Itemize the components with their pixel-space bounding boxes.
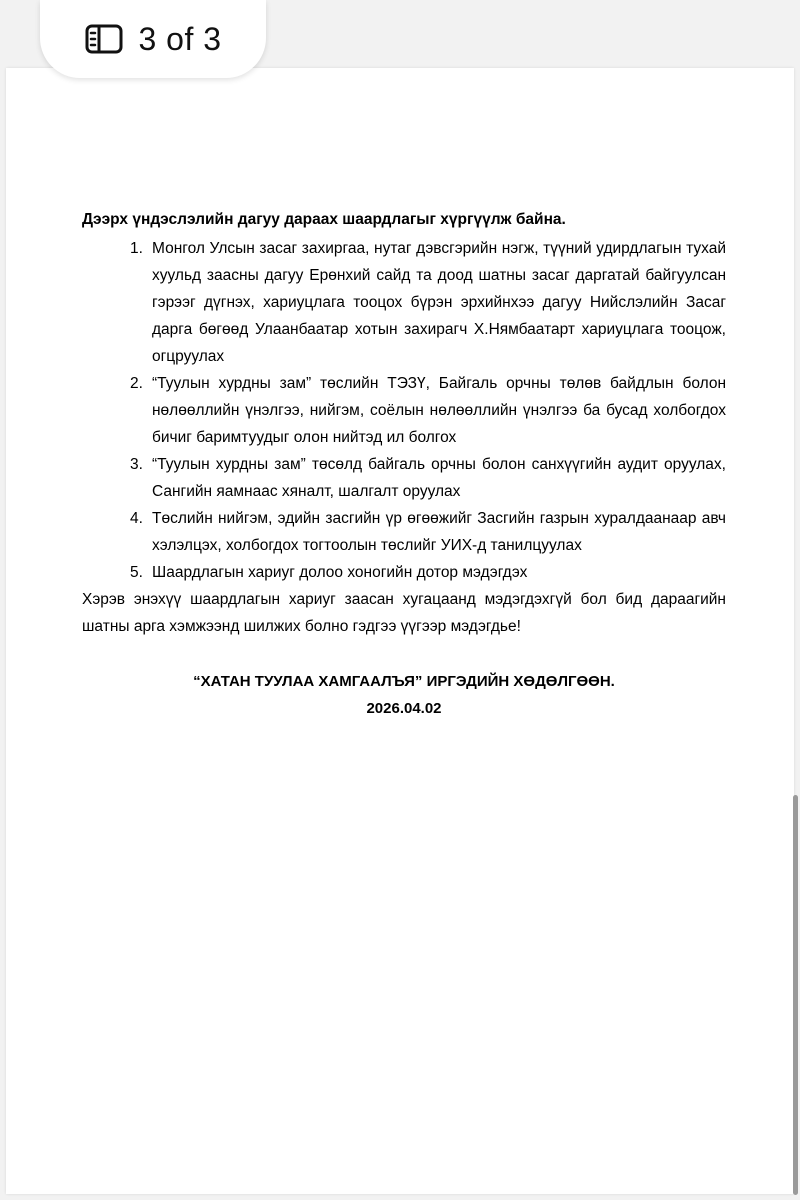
list-item-text: Төслийн нийгэм, эдийн засгийн үр өгөөжийг Засгийн газрын хуралдаанаар авч хэлэлцэх, холбогдох тогтоолын төслийг УИХ-д танилцуулах xyxy=(152,510,726,554)
sidebar-toggle-icon xyxy=(84,23,124,55)
list-item xyxy=(82,370,726,451)
list-item-text: Шаардлагын хариуг долоо хоногийн дотор мэдэгдэх xyxy=(152,564,528,581)
page-indicator-button[interactable] xyxy=(40,0,266,78)
list-item xyxy=(82,235,726,370)
closing-text: Хэрэв энэхүү шаардлагын хариуг заасан хугацаанд мэдэгдэхгүй бол бид дараагийн шатны арга хэмжээнд шилжих болно гэдгээ үүгээр мэдэгдье! xyxy=(82,591,726,635)
document-page xyxy=(6,68,794,1194)
list-item-text: Монгол Улсын засаг захиргаа, нутаг дэвсгэрийн нэгж, түүний удирдлагын тухай хуульд заасны дагуу Ерөнхий сайд та доод шатны засаг даргатай байгуулсан гэрээг дүгнэх, хариуцлага тооцох бүрэн эрхийнхээ дагуу Нийслэлийн Засаг дарга бөгөөд Улаанбаатар хотын захирагч Х.Нямбаатарт хариуцлага тооцож, огцруулах xyxy=(152,240,726,365)
intro-text: Дээрх үндэслэлийн дагуу дараах шаардлагыг хүргүүлж байна. xyxy=(82,211,566,228)
list-item-text: “Туулын хурдны зам” төсөлд байгаль орчны болон санхүүгийн аудит оруулах, Сангийн яамнаас хяналт, шалгалт оруулах xyxy=(152,456,726,500)
list-item-number: 4. xyxy=(130,510,143,527)
list-item xyxy=(82,451,726,505)
list-item-number: 5. xyxy=(130,564,143,581)
page-indicator-label: 3 of 3 xyxy=(138,20,222,57)
signature-block xyxy=(82,668,726,722)
list-item xyxy=(82,505,726,559)
list-item-number: 3. xyxy=(130,456,143,473)
list-item xyxy=(82,559,726,586)
signature-date: 2026.04.02 xyxy=(366,700,442,717)
signature-organization: “ХАТАН ТУУЛАА ХАМГААЛЪЯ” ИРГЭДИЙН ХӨДӨЛГӨӨН. xyxy=(193,673,615,690)
vertical-scrollbar[interactable] xyxy=(790,0,800,1200)
list-item-number: 2. xyxy=(130,375,143,392)
list-item-number: 1. xyxy=(130,240,143,257)
requirements-list xyxy=(82,235,726,586)
list-item-text: “Туулын хурдны зам” төслийн ТЭЗҮ, Байгаль орчны төлөв байдлын болон нөлөөллийн үнэлгээ, нийгэм, соёлын нөлөөллийн үнэлгээ ба бусад холбогдох бичиг баримтуудыг олон нийтэд ил болгох xyxy=(152,375,726,446)
page-content xyxy=(82,206,726,722)
scrollbar-thumb[interactable] xyxy=(793,795,798,1195)
